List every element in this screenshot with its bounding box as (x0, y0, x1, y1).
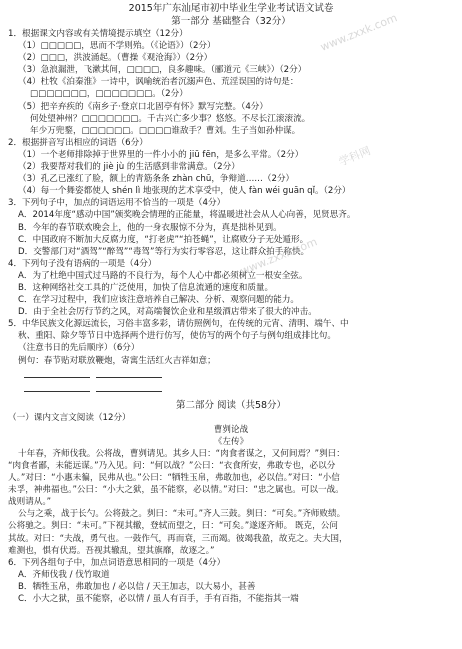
passage-line: 难测也，惧有伏焉。吾视其辙乱，望其旗靡，故逐之。” (8, 545, 215, 556)
passage-line: 公与之乘，战于长勺。公将鼓之。刿曰：“未可。”齐人三鼓。刿曰：“可矣。”齐师败绩。 (18, 509, 346, 520)
q4-option-d: D．由于全社会厉行节约之风，对高端餐饮企业和星级酒店带来了很大的冲击。 (18, 307, 317, 318)
exam-title: 2015年广东汕尾市初中毕业生学业考试语文试卷 (128, 3, 334, 14)
q1-item-3: （3）急浪漏泄，飞漱其间，□□□□，良多趣味。（郦道元《三峡》）（2分） (18, 65, 307, 76)
q6-option-b: B．牺牲玉帛，弗敢加也 / 必以信 / 天王加志，以大易小，甚善 (18, 581, 256, 592)
q5-note: （注意书日的先后顺序）（6分） (18, 343, 140, 354)
q5-answer-row-2 (8, 381, 454, 395)
q6-option-c: C．小大之狱，虽不能察，必以情 / 虽人有百手，手有百指，不能指其一端 (18, 594, 299, 605)
part1-heading: 第一部分 基础整合（32分） (171, 16, 291, 27)
q2-prompt: 2．根据拼音写出相应的词语（6分） (8, 137, 148, 148)
passage-source: 《左传》 (213, 436, 249, 447)
q2-item-2: （2）我要帮对我们的 jiè jù 的生活感到非常满意。（2分） (18, 162, 240, 173)
passage-line: 十年春，齐师伐我。公将战，曹刿请见。其乡人曰：“肉食者谋之，又何间焉？”刿曰： (18, 448, 345, 459)
q2-item-1: （1）一个老师排除掉于世界里的一件小小的 jiū fēn，是多么平常。（2分） (18, 149, 304, 160)
passage-line: “肉食者鄙，未能远谋。”乃入见。问：“何以战？”公曰：“衣食所安，弗敢专也，必以分 (8, 461, 336, 471)
answer-blank[interactable] (96, 367, 162, 378)
answer-blank[interactable] (24, 381, 90, 392)
q1-item-1: （1）□□□□□，思而不学则殆。（《论语》）（2分） (18, 41, 216, 52)
q4-option-a: A．为了杜绝中国式过马路的不良行为，每个人心中都必须树立一根安全弦。 (18, 270, 308, 281)
q2-item-4: （4）每一个舞姿都使人 shén lì 地张现的艺术享受中，使人 fàn wéi guān qǐ。（2分） (18, 186, 351, 197)
q4-option-c: C．在学习过程中，我们应该注意培养自己解决、分析、观察问题的能力。 (18, 295, 300, 306)
part1-questions (8, 28, 454, 395)
q3-option-c: C．中国政府不断加大反腐力度，“打老虎”“拍苍蝇”，让腐败分子无处遁形。 (18, 234, 309, 245)
q5-prompt-cont: 秋、重阳、除夕等节日中选择两个进行仿写，使仿写的两个句子与例句组成排比句。 (18, 331, 336, 342)
section-label: （一）课内文言文阅读（12分） (8, 412, 131, 423)
q1-prompt: 1．根据课文内容或有关情境提示填空（12分） (8, 29, 188, 39)
q4-option-b: B．这种网络社交工具的广泛使用，加快了信息流通的速度和质量。 (18, 282, 274, 293)
passage-line: 未孚，神弗福也。”公曰：“小大之狱，虽不能察，必以情。”对曰：“忠之属也。可以一战。 (8, 485, 344, 496)
q3-prompt: 3．下列句子中，加点的词语运用不恰当的一项是（4分） (8, 198, 226, 209)
q3-option-b: B．今年的春节联欢晚会上，他的一身衣服惊不分为，真是拙朴见到。 (18, 222, 282, 233)
q2-item-3: （3）孔乙已涨红了脸，额上的青筋条条 zhàn chū，争辩道……（2分） (18, 174, 295, 185)
q6-prompt: 6．下列各组句子中，加点词语意思相同的一项是（4分） (8, 557, 226, 568)
passage-line: 其故。对曰：“夫战，勇气也。一鼓作气，再而衰，三而竭。彼竭我盈，故克之。夫大国， (8, 533, 348, 544)
passage-line: 战则请从。” (8, 497, 52, 508)
q6-option-a: A．齐师伐我 / 伐竹取道 (18, 569, 110, 580)
passage-line: 人。”对曰：“小惠未徧，民弗从也。”公曰：“牺牲玉帛，弗敢加也，必以信。”对曰：“小信 (8, 473, 340, 484)
q1-item-5-line-2: 年少万兜鍪，□□□□□□。□□□□谁敌手？曹刘。生子当如孙仲谋。 (30, 125, 301, 136)
q1-item-2: （2）□□□，洪波涌起。（曹操《观沧海》）（2分） (18, 53, 213, 64)
passage-title: 曹刿论战 (213, 424, 249, 435)
watermark: www.zxxk.com (238, 235, 320, 278)
q5-answer-row-1 (8, 367, 454, 381)
q4-prompt: 4．下列句子没有语病的一项是（4分） (8, 258, 157, 269)
q1-item-5-line-1: 何处望神州？□□□□□□□。千古兴亡多少事？悠悠。不尽长江滚滚流。 (30, 113, 311, 124)
passage (8, 448, 454, 605)
answer-blank[interactable] (96, 381, 162, 392)
q3-option-a: A．2014年度“感动中国”颁奖晚会情理的正能量，将温暖进社会从人心向善，见贤思齐。 (18, 210, 356, 221)
q1-item-4-blank: □□□□□□□，□□□□□□□。（2分） (30, 89, 188, 100)
answer-blank[interactable] (24, 367, 90, 378)
q1-item-4: （4）杜牧《泊秦淮》一诗中，讽喻统治者沉溺声色、荒淫误国的诗句是： (18, 77, 299, 88)
q5-example: 例句：春节贴对联放鞭炮，寄寓生活红火吉祥如意； (18, 355, 216, 366)
watermark: www.zxxk.com (318, 11, 400, 54)
q5-prompt: 5．中华民族文化源远流长，习俗丰富多彩，请仿照例句，在传统的元宵、清明、端午、中 (8, 319, 349, 330)
part2-heading: 第二部分 阅读（共58分） (175, 399, 287, 411)
q1-item-5: （5）把辛弃疾的《南乡子·登京口北固亭有怀》默写完整。（4分） (18, 101, 268, 112)
q3-option-d: D．交警部门对“酒驾”“醉驾”“毒驾”等行为实行零容忍，这让群众拍手称快。 (18, 246, 310, 257)
watermark: 学科网 (336, 144, 373, 169)
passage-line: 公将驰之。刿曰：“未可。”下视其辙，登轼而望之，曰：“可矣。”遂逐齐师。 既克，公问 (8, 521, 338, 532)
